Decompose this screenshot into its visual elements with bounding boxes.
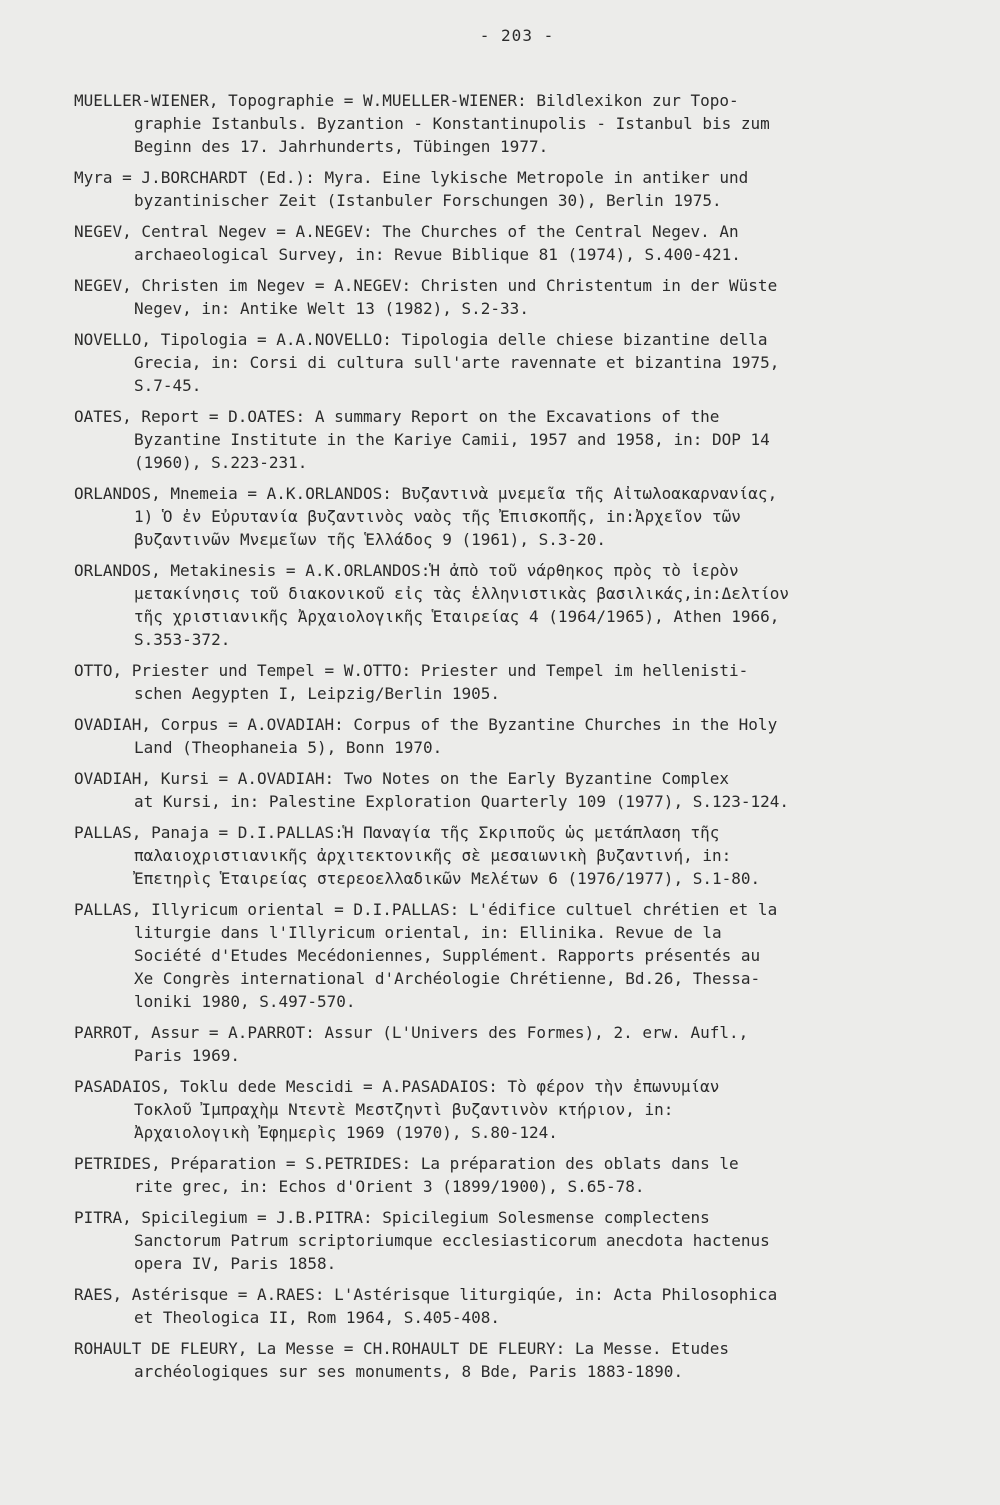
entry-continuation-line: schen Aegypten I, Leipzig/Berlin 1905.: [134, 684, 501, 703]
entry-continuation-line: Xe Congrès international d'Archéologie Chrétienne, Bd.26, Thessa-: [134, 969, 761, 988]
entry-continuation-line: βυζαντινῶν Μνεμεῖων τῆς Ἑλλάδος 9 (1961), S.3-20.: [134, 530, 607, 549]
entry-first-line: PALLAS, Illyricum oriental = D.I.PALLAS: L'édifice cultuel chrétien et la: [74, 900, 778, 919]
bibliography-entry: [74, 166, 950, 212]
bibliography-entry: [74, 898, 950, 1013]
entry-first-line: PETRIDES, Préparation = S.PETRIDES: La préparation des oblats dans le: [74, 1154, 739, 1173]
entry-continuation-line: archaeological Survey, in: Revue Biblique 81 (1974), S.400-421.: [134, 245, 741, 264]
entry-continuation-line: Ἐπετηρὶς Ἑταιρείας στερεοελλαδικῶν Μελέτων 6 (1976/1977), S.1-80.: [134, 869, 761, 888]
entry-continuation-line: S.7-45.: [134, 376, 202, 395]
entry-continuation-line: Τοκλοῦ Ἰμπραχὴμ Ντεντὲ Μεστζηντὶ βυζαντινὸν κτήριον, in:: [134, 1100, 674, 1119]
bibliography-list: [74, 89, 950, 1383]
bibliography-entry: [74, 767, 950, 813]
bibliography-entry: [74, 1206, 950, 1275]
bibliography-entry: [74, 1152, 950, 1198]
entry-continuation-line: (1960), S.223-231.: [134, 453, 308, 472]
page-number: - 203 -: [479, 26, 555, 45]
entry-first-line: ROHAULT DE FLEURY, La Messe = CH.ROHAULT DE FLEURY: La Messe. Etudes: [74, 1339, 730, 1358]
entry-first-line: OTTO, Priester und Tempel = W.OTTO: Priester und Tempel im hellenisti-: [74, 661, 749, 680]
entry-first-line: MUELLER-WIENER, Topographie = W.MUELLER-WIENER: Bildlexikon zur Topo-: [74, 91, 739, 110]
entry-first-line: OVADIAH, Corpus = A.OVADIAH: Corpus of the Byzantine Churches in the Holy: [74, 715, 778, 734]
entry-continuation-line: at Kursi, in: Palestine Exploration Quarterly 109 (1977), S.123-124.: [134, 792, 790, 811]
entry-continuation-line: byzantinischer Zeit (Istanbuler Forschungen 30), Berlin 1975.: [134, 191, 722, 210]
entry-continuation-line: liturgie dans l'Illyricum oriental, in: Ellinika. Revue de la: [134, 923, 722, 942]
entry-first-line: OATES, Report = D.OATES: A summary Report on the Excavations of the: [74, 407, 720, 426]
entry-continuation-line: Sanctorum Patrum scriptoriumque ecclesiasticorum anecdota hactenus: [134, 1231, 770, 1250]
bibliography-entry: [74, 659, 950, 705]
entry-continuation-line: Byzantine Institute in the Kariye Camii, 1957 and 1958, in: DOP 14: [134, 430, 770, 449]
entry-continuation-line: Paris 1969.: [134, 1046, 240, 1065]
entry-first-line: NOVELLO, Tipologia = A.A.NOVELLO: Tipologia delle chiese bizantine della: [74, 330, 768, 349]
bibliography-entry: [74, 713, 950, 759]
bibliography-entry: [74, 1337, 950, 1383]
entry-continuation-line: Negev, in: Antike Welt 13 (1982), S.2-33.: [134, 299, 529, 318]
entry-continuation-line: archéologiques sur ses monuments, 8 Bde, Paris 1883-1890.: [134, 1362, 684, 1381]
entry-continuation-line: Land (Theophaneia 5), Bonn 1970.: [134, 738, 443, 757]
entry-continuation-line: Ἀρχαιολογικὴ Ἐφημερὶς 1969 (1970), S.80-124.: [134, 1123, 558, 1142]
entry-continuation-line: Société d'Etudes Mecédoniennes, Supplément. Rapports présentés au: [134, 946, 761, 965]
bibliography-entry: [74, 328, 950, 397]
entry-first-line: PALLAS, Panaja = D.I.PALLAS:Ἡ Παναγία τῆς Σκριποῦς ὡς μετάπλαση τῆς: [74, 823, 720, 842]
entry-continuation-line: loniki 1980, S.497-570.: [134, 992, 356, 1011]
entry-first-line: ORLANDOS, Metakinesis = A.K.ORLANDOS:Ἡ ἀπὸ τοῦ νάρθηκος πρὸς τὸ ἱερὸν: [74, 561, 739, 580]
bibliography-entry: [74, 1283, 950, 1329]
entry-continuation-line: graphie Istanbuls. Byzantion - Konstantinupolis - Istanbul bis zum: [134, 114, 770, 133]
entry-continuation-line: opera IV, Paris 1858.: [134, 1254, 337, 1273]
entry-continuation-line: 1) Ὁ ἐν Εὐρυτανία βυζαντινὸς ναὸς τῆς Ἐπισκοπῆς, in:Ἀρχεῖον τῶν: [134, 507, 741, 526]
bibliography-entry: [74, 220, 950, 266]
entry-first-line: PASADAIOS, Toklu dede Mescidi = A.PASADAIOS: Τὸ φέρον τὴν ἐπωνυμίαν: [74, 1077, 720, 1096]
bibliography-entry: [74, 821, 950, 890]
bibliography-entry: [74, 482, 950, 551]
entry-continuation-line: rite grec, in: Echos d'Orient 3 (1899/1900), S.65-78.: [134, 1177, 645, 1196]
bibliography-entry: [74, 274, 950, 320]
bibliography-entry: [74, 1075, 950, 1144]
entry-continuation-line: et Theologica II, Rom 1964, S.405-408.: [134, 1308, 501, 1327]
bibliography-entry: [74, 1021, 950, 1067]
bibliography-entry: [74, 89, 950, 158]
entry-continuation-line: Beginn des 17. Jahrhunderts, Tübingen 1977.: [134, 137, 549, 156]
entry-first-line: NEGEV, Christen im Negev = A.NEGEV: Christen und Christentum in der Wüste: [74, 276, 778, 295]
entry-continuation-line: μετακίνησις τοῦ διακονικοῦ εἰς τὰς ἑλληνιστικὰς βασιλικάς,in:Δελτίον: [134, 584, 790, 603]
entry-first-line: NEGEV, Central Negev = A.NEGEV: The Churches of the Central Negev. An: [74, 222, 739, 241]
entry-continuation-line: παλαιοχριστιανικῆς ἀρχιτεκτονικῆς σὲ μεσαιωνικὴ βυζαντινή, in:: [134, 846, 732, 865]
entry-first-line: ORLANDOS, Mnemeia = A.K.ORLANDOS: Βυζαντινὰ μνεμεῖα τῆς Αἰτωλοακαρνανίας,: [74, 484, 778, 503]
entry-first-line: Myra = J.BORCHARDT (Ed.): Myra. Eine lykische Metropole in antiker und: [74, 168, 749, 187]
entry-continuation-line: τῆς χριστιανικῆς Ἀρχαιολογικῆς Ἑταιρείας 4 (1964/1965), Athen 1966,: [134, 607, 780, 626]
entry-first-line: PITRA, Spicilegium = J.B.PITRA: Spicilegium Solesmense complectens: [74, 1208, 710, 1227]
entry-continuation-line: Grecia, in: Corsi di cultura sull'arte ravennate et bizantina 1975,: [134, 353, 780, 372]
bibliography-entry: [74, 559, 950, 651]
entry-first-line: PARROT, Assur = A.PARROT: Assur (L'Univers des Formes), 2. erw. Aufl.,: [74, 1023, 749, 1042]
entry-first-line: OVADIAH, Kursi = A.OVADIAH: Two Notes on the Early Byzantine Complex: [74, 769, 730, 788]
bibliography-entry: [74, 405, 950, 474]
entry-continuation-line: S.353-372.: [134, 630, 231, 649]
entry-first-line: RAES, Astérisque = A.RAES: L'Astérisque liturgiqúe, in: Acta Philosophica: [74, 1285, 778, 1304]
